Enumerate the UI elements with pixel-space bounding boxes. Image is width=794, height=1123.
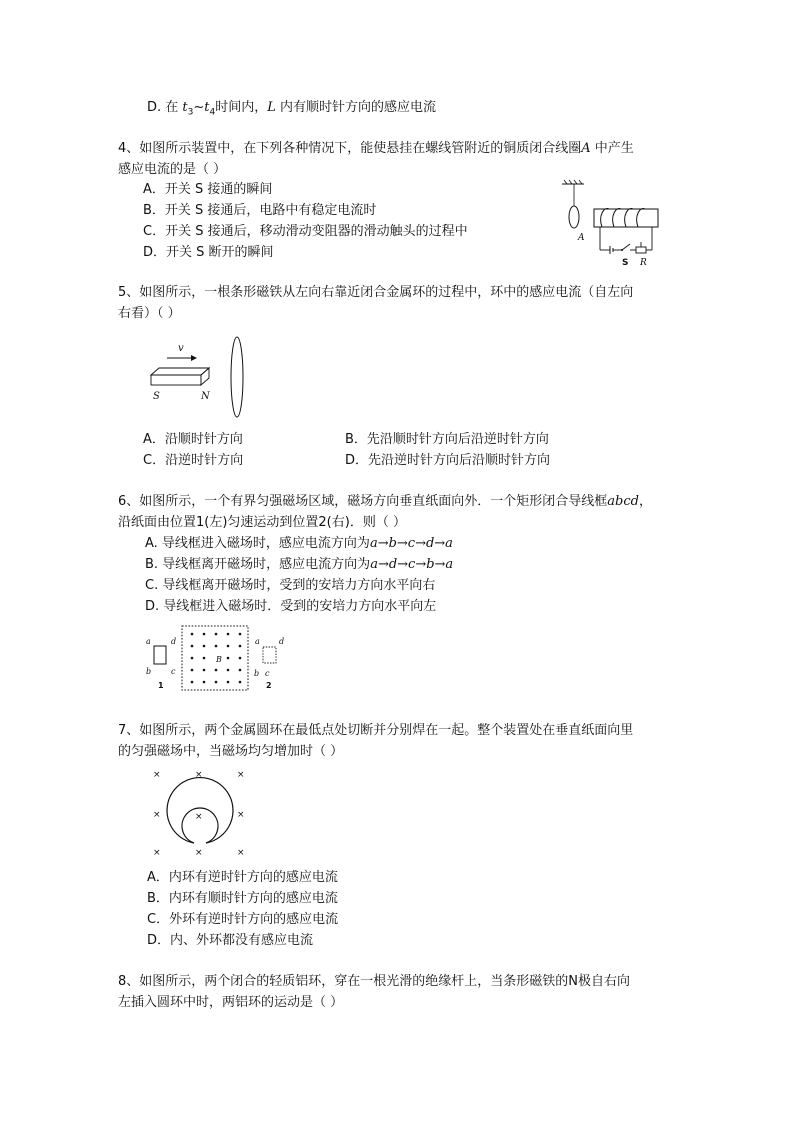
field-dot bbox=[203, 645, 206, 648]
field-dot bbox=[203, 657, 206, 660]
q4-option-d: D．开关 S 断开的瞬间 bbox=[143, 245, 274, 260]
q5-figure-magnet-ring bbox=[145, 335, 255, 420]
svg-text:a: a bbox=[146, 637, 151, 646]
q3-option-d: D. 在 $t_3\sim t_4$时间内，L 内有顺时针方向的感应电流 bbox=[147, 100, 437, 118]
svg-text:×: × bbox=[153, 848, 161, 858]
svg-text:1: 1 bbox=[158, 681, 164, 690]
svg-text:×: × bbox=[153, 810, 161, 820]
field-dot bbox=[191, 669, 194, 672]
svg-text:×: × bbox=[237, 770, 245, 780]
svg-text:A: A bbox=[578, 233, 585, 243]
svg-text:c: c bbox=[171, 667, 176, 676]
q4-option-a: A．开关 S 接通的瞬间 bbox=[143, 182, 273, 197]
field-dot bbox=[239, 657, 242, 660]
field-dot bbox=[191, 681, 194, 684]
svg-text:b: b bbox=[254, 669, 260, 678]
svg-text:d: d bbox=[171, 637, 177, 646]
q5-option-d: D．先沿逆时针方向后沿顺时针方向 bbox=[345, 453, 551, 468]
q5-stem-line1: 5、如图所示，一根条形磁铁从左向右靠近闭合金属环的过程中，环中的感应电流（自左向 bbox=[118, 285, 634, 300]
q5-option-c: C．沿逆时针方向 bbox=[143, 453, 244, 468]
svg-text:×: × bbox=[237, 848, 245, 858]
svg-text:2: 2 bbox=[266, 681, 272, 690]
q6-option-d: D. 导线框进入磁场时．受到的安培力方向水平向左 bbox=[145, 599, 437, 614]
q7-figure-two-rings bbox=[145, 765, 265, 860]
q6-figure-magnetic-field bbox=[142, 622, 292, 694]
field-dot bbox=[191, 657, 194, 660]
field-dot bbox=[239, 669, 242, 672]
q5-option-a: A．沿顺时针方向 bbox=[143, 432, 243, 447]
svg-text:×: × bbox=[195, 812, 203, 822]
svg-text:×: × bbox=[237, 810, 245, 820]
field-dot bbox=[203, 681, 206, 684]
svg-text:×: × bbox=[195, 770, 203, 780]
svg-text:S: S bbox=[153, 391, 160, 402]
field-dot bbox=[227, 633, 230, 636]
q8-stem-line2: 左插入圆环中时，两铝环的运动是（ ） bbox=[118, 995, 344, 1010]
field-dot bbox=[239, 681, 242, 684]
svg-text:b: b bbox=[146, 667, 152, 676]
field-dot bbox=[203, 669, 206, 672]
q5-stem-line2: 右看）（ ） bbox=[118, 306, 181, 321]
q6-stem-line1: 6、如图所示，一个有界匀强磁场区域，磁场方向垂直纸面向外．一个矩形闭合导线框abcd， bbox=[118, 494, 652, 509]
field-dot bbox=[227, 669, 230, 672]
svg-text:×: × bbox=[195, 848, 203, 858]
field-dot bbox=[227, 645, 230, 648]
q4-option-c: C．开关 S 接通后，移动滑动变阻器的滑动触头的过程中 bbox=[143, 224, 468, 239]
q4-option-b: B．开关 S 接通后，电路中有稳定电流时 bbox=[143, 203, 377, 218]
field-dot bbox=[215, 681, 218, 684]
field-dot bbox=[227, 657, 230, 660]
svg-text:R: R bbox=[640, 258, 647, 268]
q6-option-b: B. 导线框离开磁场时，感应电流方向为a→d→c→b→a bbox=[145, 557, 454, 572]
svg-text:v: v bbox=[178, 343, 184, 354]
field-dot bbox=[203, 633, 206, 636]
svg-text:×: × bbox=[153, 770, 161, 780]
q7-option-d: D．内、外环都没有感应电流 bbox=[147, 933, 314, 948]
q7-option-a: A．内环有逆时针方向的感应电流 bbox=[147, 870, 338, 885]
svg-text:N: N bbox=[201, 391, 210, 402]
q6-stem-line2: 沿纸面由位置1(左)匀速运动到位置2(右)．则（ ） bbox=[118, 515, 406, 530]
q6-option-c: C. 导线框离开磁场时，受到的安培力方向水平向右 bbox=[145, 578, 436, 593]
svg-text:d: d bbox=[279, 637, 285, 646]
svg-text:c: c bbox=[265, 669, 270, 678]
q8-stem-line1: 8、如图所示，两个闭合的轻质铝环，穿在一根光滑的绝缘杆上，当条形磁铁的N极自右向 bbox=[118, 974, 630, 989]
svg-text:a: a bbox=[255, 637, 260, 646]
q7-stem-line2: 的匀强磁场中，当磁场均匀增加时（ ） bbox=[118, 744, 344, 759]
field-dot bbox=[191, 633, 194, 636]
q6-option-a: A. 导线框进入磁场时，感应电流方向为a→b→c→d→a bbox=[145, 536, 453, 551]
svg-text:B: B bbox=[216, 655, 222, 664]
q7-option-b: B．内环有顺时针方向的感应电流 bbox=[147, 891, 338, 906]
q7-option-c: C．外环有逆时针方向的感应电流 bbox=[147, 912, 339, 927]
field-dot bbox=[191, 645, 194, 648]
svg-text:S: S bbox=[622, 258, 629, 268]
q7-stem-line1: 7、如图所示，两个金属圆环在最低点处切断并分别焊在一起。整个装置处在垂直纸面向里 bbox=[118, 723, 634, 738]
q4-stem-line1: 4、如图所示装置中，在下列各种情况下，能使悬挂在螺线管附近的铜质闭合线圈A 中产生 bbox=[118, 141, 634, 156]
field-dot bbox=[239, 645, 242, 648]
q4-stem-line2: 感应电流的是（ ） bbox=[118, 162, 227, 177]
field-dot bbox=[239, 633, 242, 636]
field-dot bbox=[215, 633, 218, 636]
q5-option-b: B．先沿顺时针方向后沿逆时针方向 bbox=[345, 432, 549, 447]
field-dot bbox=[215, 669, 218, 672]
q4-figure-solenoid bbox=[560, 180, 670, 270]
field-dot bbox=[215, 645, 218, 648]
field-dot bbox=[227, 681, 230, 684]
